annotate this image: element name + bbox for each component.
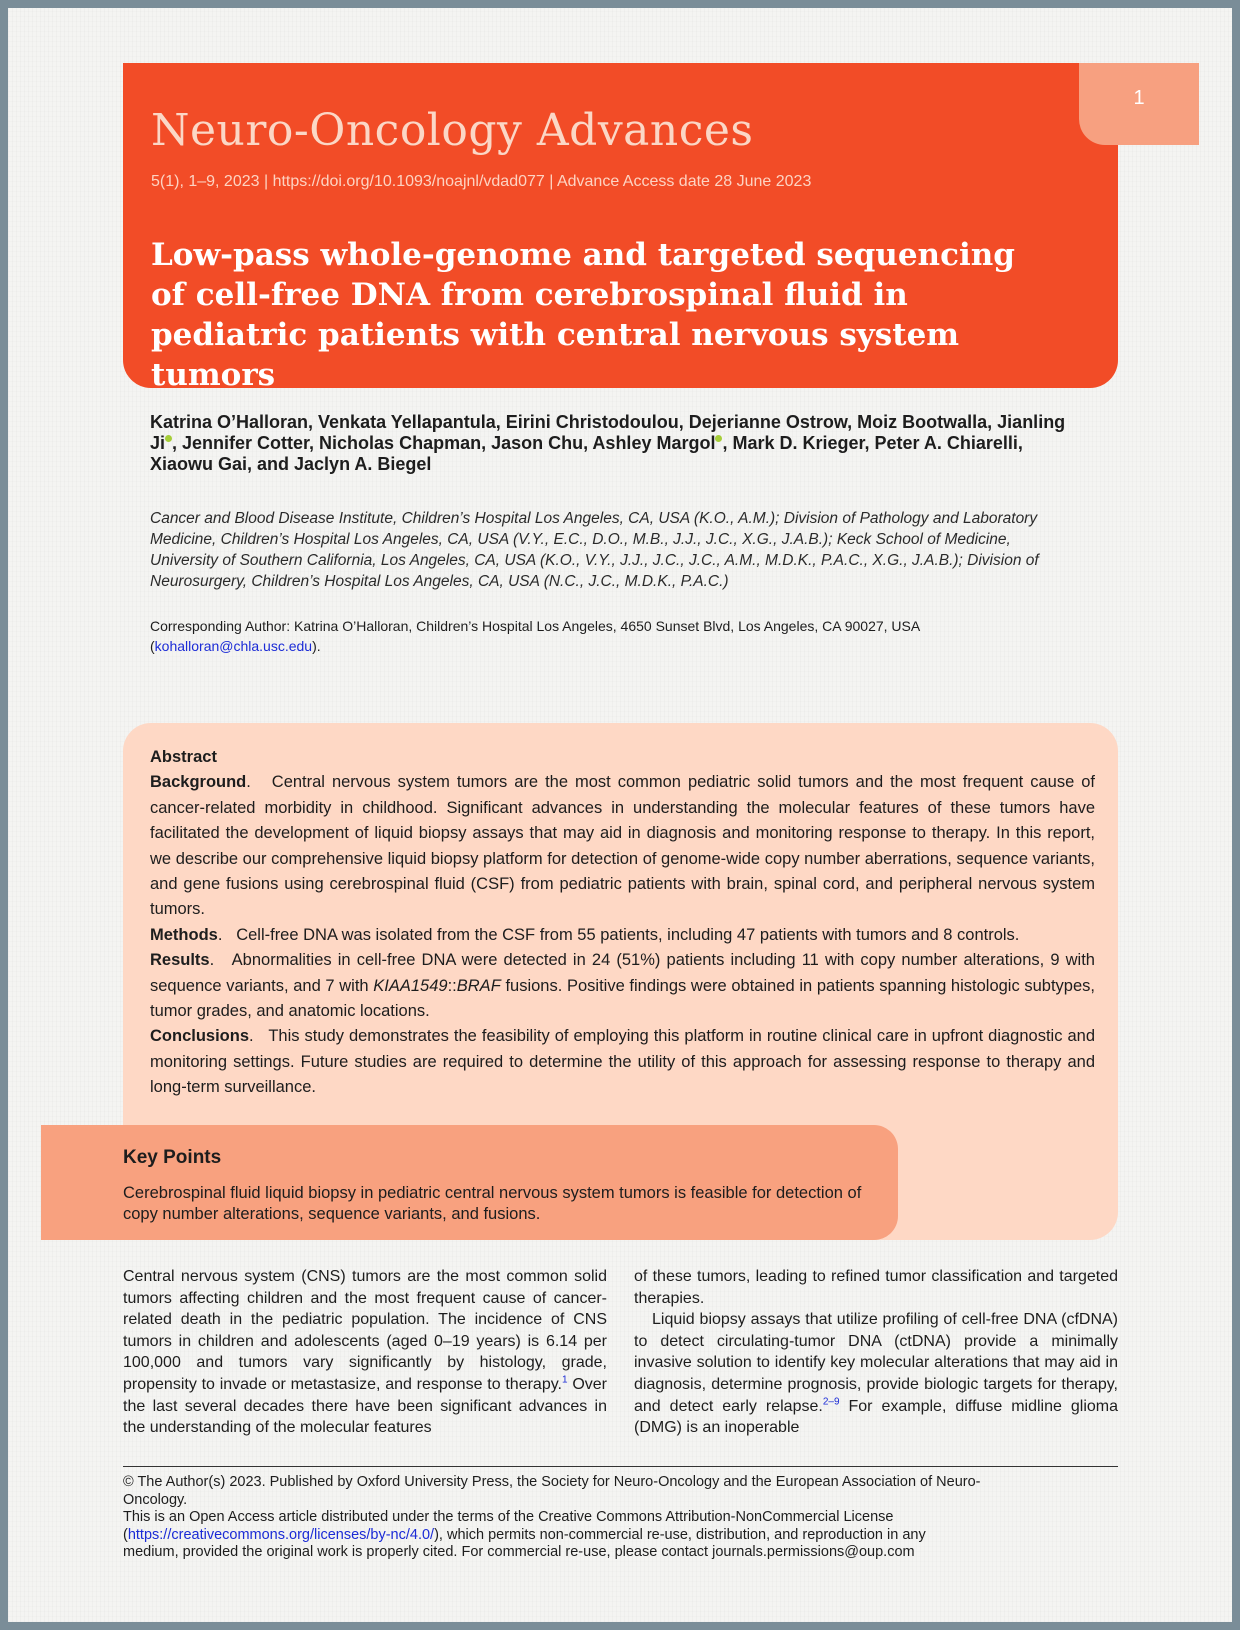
citation-link[interactable]: 1 [561,1374,568,1386]
author-list [150,412,1080,475]
body-paragraph [123,1266,607,1439]
article-title: Low-pass whole-genome and targeted sequencing of cell-free DNA from cerebrospinal fluid in pediatric patients with central nervous system tumors [151,237,1015,393]
citation-link[interactable]: 2–9 [822,1396,840,1408]
journal-page [8,8,1232,1622]
page-number: 1 [1133,87,1145,109]
license-text-1: This is an Open Access article distributed under the terms of the Creative Commons Attribution-NonCommercial License ( [123,1509,894,1543]
abstract-conclusions: Conclusions. This study demonstrates the feasibility of employing this platform in routine clinical care in upfront diagnostic and monitoring settings. Future studies are required to determine the utility of this approach for assessing response to therapy and long-term surveillance. [150,1027,1095,1097]
authors-part-3: , Mark D. Krieger, Peter A. Chiarelli, Xiaowu Gai, and Jaclyn A. Biegel [150,433,1023,474]
abstract-results: Results. Abnormalities in cell-free DNA were detected in 24 (51%) patients including 11 with copy number alterations, 9 with sequence variants, and 7 with KIAA1549::BRAF fusions. Positive findings were obtained in patients spanning histologic subtypes, tumor grades, and anatomic locations. [150,951,1095,1021]
abstract-background: Background. Central nervous system tumors are the most common pediatric solid tumors and the most frequent cause of cancer-related morbidity in childhood. Significant advances in understanding the molecular features of these tumors have facilitated the development of liquid biopsy assays that may aid in diagnosis and monitoring response to therapy. In this report, we describe our comprehensive liquid biopsy platform for detection of genome-wide copy number aberrations, sequence variants, and gene fusions using cerebrospinal fluid (CSF) from pediatric patients with brain, spinal cord, and peripheral nervous system tumors. [150,773,1096,919]
body-paragraph: of these tumors, leading to refined tumor classification and targeted therapies. [634,1268,1118,1307]
results-label: Results [150,951,210,970]
results-gene-1: KIAA1549 [373,976,448,995]
orcid-icon[interactable] [165,435,172,442]
abstract-content [150,745,1095,1101]
affiliations: Cancer and Blood Disease Institute, Children’s Hospital Los Angeles, CA, USA (K.O., A.M.); Division of Pathology and Laboratory Medicine, Children’s Hospital Los Angeles, CA, USA (V.Y., E.C., D.O., M.B., J.J., J.C., X.G., J.A.B.); Keck School of Medicine, University of Southern California, Los Angeles, CA, USA (K.O., V.Y., J.J., J.C., J.C., A.M., M.D.K., P.A.C., X.G., J.A.B.); Division of Neurosurgery, Children’s Hospital Los Angeles, CA, USA (N.C., J.C., M.D.K., P.A.C.) [150,510,1039,590]
license-notice [123,1509,983,1562]
results-gene-2: BRAF [456,976,501,995]
corresponding-suffix: ). [312,638,321,654]
body-paragraph [634,1309,1118,1439]
body-text: Over the last several decades there have been significant advances in the understanding of the molecular features [123,1375,607,1437]
conclusions-text: This study demonstrates the feasibility of employing this platform in routine clinical care in upfront diagnostic and monitoring settings. Future studies are required to determine the utility of this approach for assessing response to therapy and long-term surveillance. [150,1027,1095,1097]
copyright-footer [123,1474,983,1562]
abstract-methods: Methods. Cell-free DNA was isolated from the CSF from 55 patients, including 47 patients with tumors and 8 controls. [150,925,1020,944]
body-column-left [123,1266,607,1439]
abstract-heading: Abstract [150,748,217,766]
methods-label: Methods [150,925,218,944]
authors-part-1: Katrina O’Halloran, Venkata Yellapantula, Eirini Christodoulou, Dejerianne Ostrow, Moiz Bootwalla, Jianling Ji [150,412,1066,453]
body-text: Central nervous system (CNS) tumors are the most common solid tumors affecting children and the most frequent cause of cancer-related death in the pediatric population. The incidence of CNS tumors in children and adolescents (aged 0–19 years) is 6.14 per 100,000 and tumors vary significantly by histology, grade, propensity to invade or metastasize, and response to therapy. [123,1268,607,1393]
corresponding-author [150,616,1080,656]
body-column-right [634,1266,1118,1439]
license-text-2: ), which permits non-commercial re-use, distribution, and reproduction in any medium, provided the original work is properly cited. For commercial re-use, please contact journals.permissions@oup.com [123,1526,926,1560]
results-separator: :: [447,976,457,995]
conclusions-label: Conclusions [150,1027,250,1046]
license-link[interactable]: https://creativecommons.org/licenses/by-nc/4.0/ [127,1526,435,1543]
corresponding-text: Corresponding Author: Katrina O’Halloran, Children’s Hospital Los Angeles, 4650 Sunset Blvd, Los Angeles, CA 90027, USA ( [150,618,920,654]
background-label: Background [150,773,247,792]
page-number-tab [1079,63,1199,145]
methods-text: Cell-free DNA was isolated from the CSF from 55 patients, including 47 patients with tumors and 8 controls. [236,925,1020,944]
body-text: For example, diffuse midline glioma (DMG) is an inoperable [634,1397,1119,1437]
copyright-notice: © The Author(s) 2023. Published by Oxford University Press, the Society for Neuro-Oncology and the European Association of Neuro-Oncology. [123,1474,981,1508]
corresponding-email-link[interactable]: kohalloran@chla.usc.edu [154,638,313,654]
key-points-title: Key Points [123,1147,222,1168]
results-text-2: fusions. Positive findings were obtained in patients spanning histologic subtypes, tumor grades, and anatomic locations. [150,976,1095,1021]
body-text: Liquid biopsy assays that utilize profiling of cell-free DNA (cfDNA) to detect circulating-tumor DNA (ctDNA) provide a minimally invasive solution to identify key molecular alterations that may aid in diagnosis, determine prognosis, provide biologic targets for therapy, and detect early relapse. [634,1311,1118,1415]
background-text: Central nervous system tumors are the most common pediatric solid tumors and the most frequent cause of cancer-related morbidity in childhood. Significant advances in understanding the molecular features of these tumors have facilitated the development of liquid biopsy assays that may aid in diagnosis and monitoring response to therapy. In this report, we describe our comprehensive liquid biopsy platform for detection of genome-wide copy number aberrations, sequence variants, and gene fusions using cerebrospinal fluid (CSF) from pediatric patients with brain, spinal cord, and peripheral nervous system tumors. [150,773,1096,919]
key-points-box [41,1125,898,1240]
journal-meta: 5(1), 1–9, 2023 | https://doi.org/10.1093/noajnl/vdad077 | Advance Access date 28 June 2023 [151,173,812,190]
authors-part-2: , Jennifer Cotter, Nicholas Chapman, Jason Chu, Ashley Margol [172,433,716,453]
title-banner [123,63,1118,393]
key-points-text: Cerebrospinal fluid liquid biopsy in pediatric central nervous system tumors is feasible for detection of copy number alterations, sequence variants, and fusions. [123,1184,862,1223]
results-text-1: Abnormalities in cell-free DNA were detected in 24 (51%) patients including 11 with copy number alterations, 9 with sequence variants, and 7 with [150,951,1095,995]
footer-divider [123,1466,1118,1467]
journal-title: Neuro-Oncology Advances [151,105,754,156]
